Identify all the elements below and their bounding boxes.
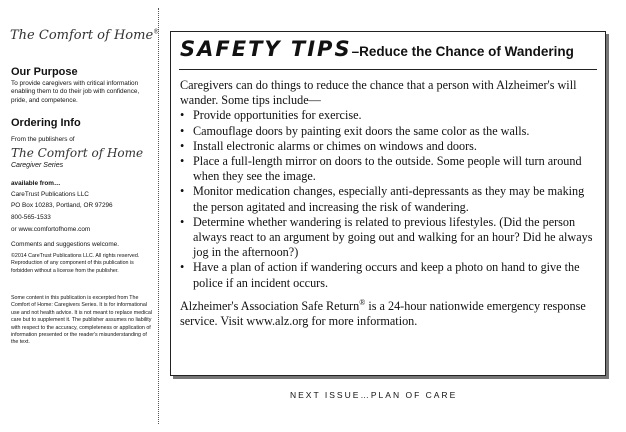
series-name: Caregiver Series bbox=[11, 162, 64, 169]
tip-text: Install electronic alarms or chimes on windows and doors. bbox=[193, 138, 477, 153]
bullet-icon: • bbox=[180, 108, 185, 123]
tip-text: Have a plan of action if wandering occurs and keep a photo on hand to give the police if an incident occurs. bbox=[193, 260, 580, 290]
title-rule bbox=[179, 69, 597, 70]
safe-return-pre: Alzheimer's Association Safe Return bbox=[180, 298, 360, 313]
tip-text: Place a full-length mirror on doors to the outside. Some people will turn around when they see the image. bbox=[193, 154, 582, 184]
purpose-heading: Our Purpose bbox=[11, 66, 78, 78]
available-from-label: available from… bbox=[11, 180, 61, 187]
tip-item bbox=[180, 139, 598, 154]
tip-text: Provide opportunities for exercise. bbox=[193, 108, 362, 123]
brand-name: The Comfort of Home bbox=[10, 28, 154, 43]
title-subtitle: –Reduce the Chance of Wandering bbox=[351, 44, 574, 59]
tip-item bbox=[180, 184, 598, 214]
bullet-icon: • bbox=[180, 184, 185, 199]
brand-logo-small: The Comfort of Home bbox=[11, 146, 144, 160]
purpose-text: To provide caregivers with critical information enabling them to do their job with confidence, pride, and competence. bbox=[11, 80, 140, 104]
from-publishers-text: From the publishers of bbox=[11, 136, 75, 143]
bullet-icon: • bbox=[180, 154, 185, 169]
brand-registered-mark: ® bbox=[153, 28, 160, 36]
tips-list bbox=[180, 108, 598, 290]
bullet-icon: • bbox=[180, 138, 185, 153]
intro-paragraph: Caregivers can do things to reduce the chance that a person with Alzheimer's will wander. Some tips include— bbox=[180, 78, 577, 108]
title-safety-tips: SAFETY TIPS bbox=[180, 37, 352, 61]
tip-text: Determine whether wandering is related to previous lifestyles. (Did the person always react to an argument by going out and walking for an hour? Did he always jog in the afternoon?) bbox=[193, 214, 593, 260]
tip-text: Monitor medication changes, especially anti-depressants as they may be making the person agitated and increasing the risk of wandering. bbox=[193, 184, 585, 214]
safe-return-post: is a 24-hour nationwide emergency response service. Visit www.alz.org for more information. bbox=[180, 298, 586, 329]
disclaimer-text: Some content in this publication is excerpted from The Comfort of Home: Caregivers Series. It is for informational use and not health advice. It is not meant to replace medical care but to supplement it. The publisher assumes no liability with respect to the accuracy, completeness or application of information presented or the reader's misunderstanding of the text. bbox=[11, 295, 153, 346]
safe-return-registered-mark: ® bbox=[359, 297, 366, 307]
tip-item bbox=[180, 108, 598, 123]
bullet-icon: • bbox=[180, 260, 185, 275]
ordering-heading: Ordering Info bbox=[11, 117, 81, 129]
next-issue-label: NEXT ISSUE…PLAN OF CARE bbox=[290, 390, 458, 400]
safe-return-paragraph bbox=[180, 295, 598, 329]
dotted-divider bbox=[158, 8, 159, 424]
publisher-website[interactable]: or www.comfortofhome.com bbox=[11, 226, 91, 233]
publisher-address: PO Box 10283, Portland, OR 97296 bbox=[11, 202, 113, 209]
bullet-icon: • bbox=[180, 214, 185, 229]
tip-item bbox=[180, 215, 598, 261]
tip-text: Camouflage doors by painting exit doors the same color as the walls. bbox=[193, 123, 530, 138]
bullet-icon: • bbox=[180, 123, 185, 138]
safety-tips-card bbox=[170, 31, 606, 376]
copyright-text: ©2014 CareTrust Publications LLC. All rights reserved. Reproduction of any component of this publication is forbidden without a license from the publisher. bbox=[11, 253, 140, 274]
publisher-name: CareTrust Publications LLC bbox=[11, 191, 89, 198]
card-body bbox=[180, 78, 598, 329]
tip-item bbox=[180, 154, 598, 184]
comments-text: Comments and suggestions welcome. bbox=[11, 241, 119, 248]
tip-item bbox=[180, 124, 598, 139]
brand-logo bbox=[10, 28, 159, 43]
tip-item bbox=[180, 260, 598, 290]
sidebar bbox=[0, 0, 158, 432]
publisher-phone: 800-565-1533 bbox=[11, 214, 51, 221]
card-title bbox=[180, 37, 574, 61]
